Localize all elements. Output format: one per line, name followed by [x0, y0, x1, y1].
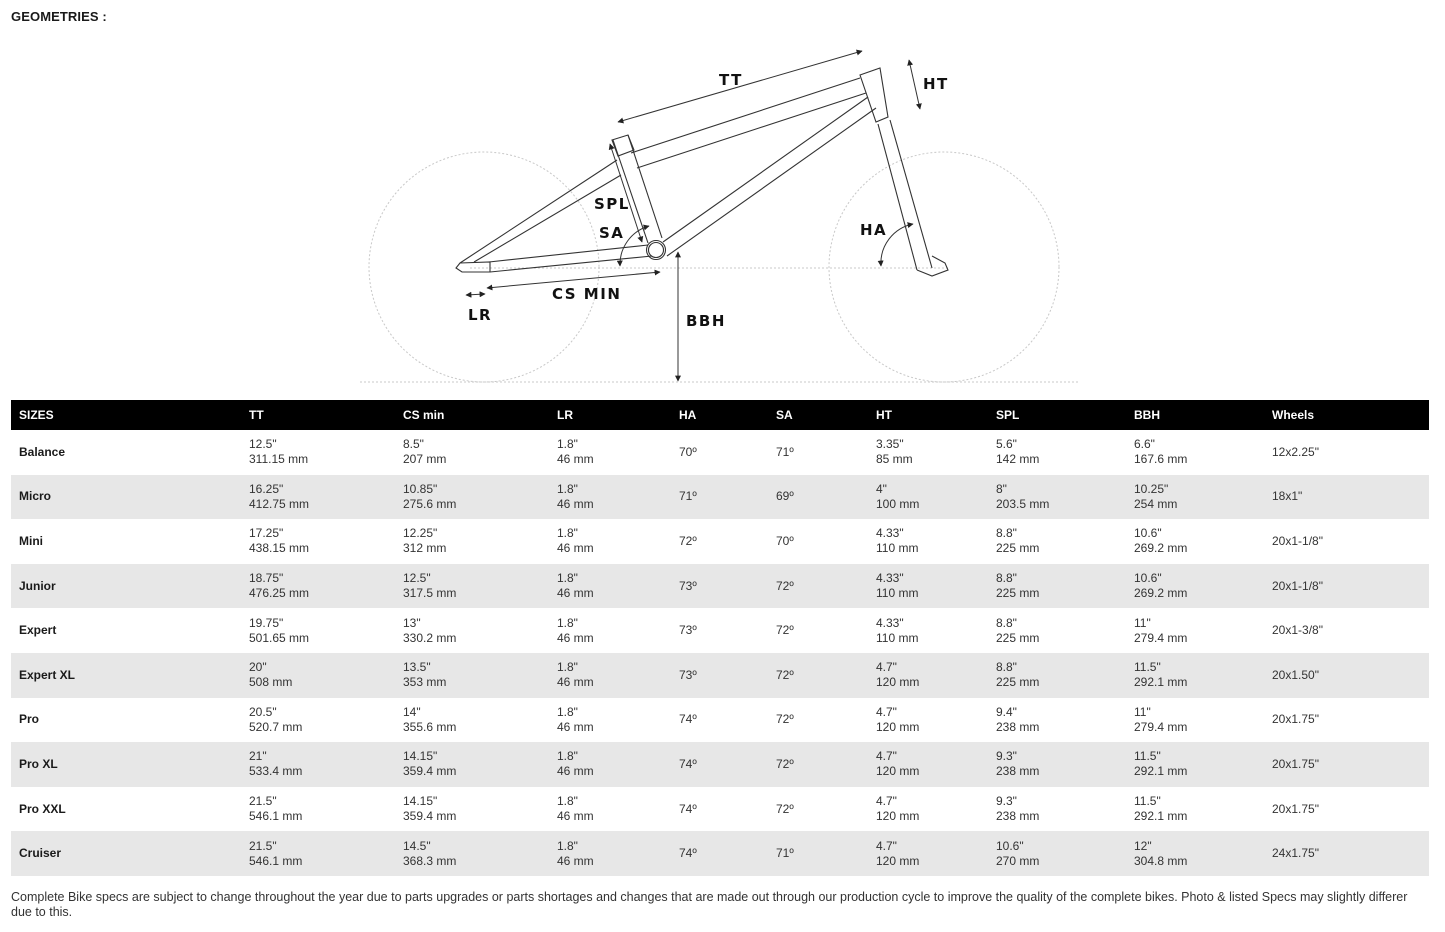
cell-spl-inch: 8.8"	[996, 660, 1017, 675]
cell-tt-inch: 20.5"	[249, 704, 277, 719]
label-lr: LR	[468, 306, 493, 324]
cell-cs-min-inch: 8.5"	[403, 437, 424, 452]
cell-tt-inch: 16.25"	[249, 481, 284, 496]
table-row	[11, 519, 1429, 564]
cell-spl	[988, 475, 1126, 520]
cell-spl-mm: 203.5 mm	[996, 496, 1050, 511]
cell-bbh-inch: 11"	[1134, 615, 1151, 630]
cell-bbh-inch: 11"	[1134, 704, 1151, 719]
front-wheel-outline	[829, 152, 1059, 382]
table-row	[11, 787, 1429, 832]
specs-disclaimer: Complete Bike specs are subject to change throughout the year due to parts upgrades or parts shortages and changes that are made out through our production cycle to improve the quality of the complete bikes. Photo & listed Specs may slightly differer due to this.	[11, 890, 1408, 919]
cell-tt-mm: 546.1 mm	[249, 853, 303, 868]
cell-bbh	[1126, 564, 1264, 609]
cell-tt-mm: 520.7 mm	[249, 719, 303, 734]
cell-bbh-mm: 254 mm	[1134, 496, 1178, 511]
cell-ht-mm: 100 mm	[876, 496, 920, 511]
cell-ht	[868, 608, 988, 653]
cell-tt-mm: 412.75 mm	[249, 496, 310, 511]
cell-bbh-mm: 292.1 mm	[1134, 809, 1188, 824]
cell-tt	[241, 430, 395, 475]
cell-spl-mm: 270 mm	[996, 853, 1040, 868]
label-bbh: BBH	[686, 312, 726, 330]
cell-lr-inch: 1.8"	[557, 838, 578, 853]
cell-spl-inch: 10.6"	[996, 838, 1024, 853]
cell-spl-mm: 225 mm	[996, 675, 1040, 690]
cell-size: Micro	[19, 489, 52, 504]
cell-cs-min-mm: 368.3 mm	[403, 853, 457, 868]
cell-bbh	[1126, 475, 1264, 520]
cell-ht	[868, 653, 988, 698]
cell-sa: 72º	[776, 623, 794, 638]
cell-cs-min-mm: 359.4 mm	[403, 764, 457, 779]
label-cs-min: CS MIN	[552, 285, 622, 303]
cell-ht-mm: 120 mm	[876, 853, 920, 868]
cell-spl	[988, 653, 1126, 698]
cell-ht	[868, 787, 988, 832]
cell-wheels: 20x1.75"	[1272, 712, 1319, 727]
cell-ha: 74º	[679, 846, 697, 861]
cell-lr	[549, 430, 671, 475]
cell-size: Pro XXL	[19, 801, 66, 816]
cell-spl	[988, 608, 1126, 653]
cell-tt-inch: 20"	[249, 660, 267, 675]
header-sizes: SIZES	[19, 408, 54, 422]
cell-wheels: 20x1.75"	[1272, 801, 1319, 816]
label-sa: SA	[599, 224, 625, 242]
cell-ha: 73º	[679, 578, 697, 593]
header-wheels: Wheels	[1272, 408, 1315, 422]
cell-spl	[988, 742, 1126, 787]
cell-spl-inch: 5.6"	[996, 437, 1017, 452]
cell-spl-inch: 8"	[996, 481, 1007, 496]
cell-cs-min	[395, 742, 549, 787]
cell-spl	[988, 831, 1126, 876]
cell-sa: 71º	[776, 846, 794, 861]
cell-lr	[549, 831, 671, 876]
cell-cs-min-inch: 14.5"	[403, 838, 431, 853]
cell-bbh-inch: 10.6"	[1134, 526, 1162, 541]
cell-lr-mm: 46 mm	[557, 541, 594, 556]
cell-wheels: 24x1.75"	[1272, 846, 1319, 861]
header-lr: LR	[557, 408, 573, 422]
cell-bbh-mm: 269.2 mm	[1134, 541, 1188, 556]
cell-ht-mm: 120 mm	[876, 809, 920, 824]
cell-size: Expert	[19, 623, 57, 638]
cell-bbh-inch: 11.5"	[1134, 794, 1161, 809]
cell-lr	[549, 653, 671, 698]
table-row	[11, 475, 1429, 520]
header-cs-min: CS min	[403, 408, 445, 422]
cell-cs-min	[395, 608, 549, 653]
cell-cs-min-mm: 312 mm	[403, 541, 447, 556]
cell-sa: 72º	[776, 712, 794, 727]
cell-sa: 72º	[776, 667, 794, 682]
cell-lr-inch: 1.8"	[557, 481, 578, 496]
cell-tt-mm: 438.15 mm	[249, 541, 310, 556]
cell-lr	[549, 742, 671, 787]
cell-tt-mm: 508 mm	[249, 675, 293, 690]
cell-size: Balance	[19, 444, 66, 459]
cell-cs-min-inch: 13"	[403, 615, 421, 630]
cell-tt-inch: 21.5"	[249, 794, 277, 809]
bike-frame-drawing	[0, 0, 1445, 400]
cell-tt-mm: 533.4 mm	[249, 764, 303, 779]
cell-size: Junior	[19, 578, 56, 593]
cell-spl	[988, 698, 1126, 743]
cell-cs-min	[395, 698, 549, 743]
cell-bbh-inch: 10.25"	[1134, 481, 1169, 496]
cell-ht	[868, 742, 988, 787]
cell-bbh	[1126, 787, 1264, 832]
cell-ht	[868, 698, 988, 743]
header-ht: HT	[876, 408, 892, 422]
header-spl: SPL	[996, 408, 1020, 422]
cell-bbh-inch: 10.6"	[1134, 571, 1162, 586]
table-row	[11, 698, 1429, 743]
cell-spl-inch: 9.4"	[996, 704, 1017, 719]
cell-ht	[868, 430, 988, 475]
cell-cs-min-inch: 12.25"	[403, 526, 438, 541]
cell-lr-mm: 46 mm	[557, 452, 594, 467]
cell-lr-inch: 1.8"	[557, 615, 578, 630]
cell-spl-mm: 238 mm	[996, 764, 1040, 779]
cell-lr	[549, 608, 671, 653]
table-row	[11, 831, 1429, 876]
cell-ht-mm: 120 mm	[876, 764, 920, 779]
cell-tt	[241, 608, 395, 653]
cell-sa: 69º	[776, 489, 794, 504]
cell-tt-mm: 546.1 mm	[249, 809, 303, 824]
cell-tt	[241, 831, 395, 876]
cell-wheels: 20x1-1/8"	[1272, 578, 1323, 593]
cell-tt-mm: 311.15 mm	[249, 452, 309, 467]
cell-ha: 74º	[679, 801, 697, 816]
cell-wheels: 18x1"	[1272, 489, 1303, 504]
table-row	[11, 608, 1429, 653]
cell-lr-inch: 1.8"	[557, 704, 578, 719]
cell-cs-min	[395, 787, 549, 832]
cell-spl-mm: 225 mm	[996, 630, 1040, 645]
cell-cs-min-mm: 353 mm	[403, 675, 447, 690]
cell-ht-mm: 85 mm	[876, 452, 913, 467]
cell-sa: 72º	[776, 801, 794, 816]
cell-lr-mm: 46 mm	[557, 630, 594, 645]
cell-tt	[241, 653, 395, 698]
cell-cs-min-mm: 317.5 mm	[403, 586, 457, 601]
cell-wheels: 20x1.50"	[1272, 667, 1319, 682]
cell-lr	[549, 519, 671, 564]
cell-lr	[549, 698, 671, 743]
cell-cs-min	[395, 564, 549, 609]
cell-cs-min	[395, 519, 549, 564]
cell-lr-inch: 1.8"	[557, 794, 578, 809]
cell-ht	[868, 475, 988, 520]
header-sa: SA	[776, 408, 793, 422]
cell-wheels: 20x1-1/8"	[1272, 533, 1323, 548]
cell-bbh	[1126, 608, 1264, 653]
cell-bbh	[1126, 698, 1264, 743]
label-ha: HA	[860, 221, 888, 239]
table-header-row	[11, 400, 1429, 430]
cell-tt-mm: 501.65 mm	[249, 630, 310, 645]
cell-ha: 74º	[679, 756, 697, 771]
cell-ht	[868, 519, 988, 564]
cell-spl-mm: 225 mm	[996, 541, 1040, 556]
cell-cs-min-inch: 14.15"	[403, 749, 438, 764]
header-bbh: BBH	[1134, 408, 1160, 422]
cell-wheels: 20x1.75"	[1272, 756, 1319, 771]
cell-lr-inch: 1.8"	[557, 437, 578, 452]
cell-ht-inch: 4.7"	[876, 660, 897, 675]
page-title: GEOMETRIES :	[11, 9, 107, 24]
cell-cs-min-inch: 12.5"	[403, 571, 431, 586]
cell-tt	[241, 742, 395, 787]
cell-cs-min-mm: 355.6 mm	[403, 719, 457, 734]
cell-lr-inch: 1.8"	[557, 749, 578, 764]
cell-ht-mm: 110 mm	[876, 586, 919, 601]
cell-cs-min	[395, 475, 549, 520]
cell-bbh	[1126, 653, 1264, 698]
cell-wheels: 12x2.25"	[1272, 444, 1319, 459]
cell-ha: 74º	[679, 712, 697, 727]
cell-spl-inch: 9.3"	[996, 794, 1017, 809]
cell-spl	[988, 519, 1126, 564]
cell-size: Cruiser	[19, 846, 62, 861]
cell-wheels: 20x1-3/8"	[1272, 623, 1323, 638]
geometry-diagram	[0, 0, 1445, 400]
cell-bbh-mm: 292.1 mm	[1134, 675, 1188, 690]
cell-bbh-mm: 279.4 mm	[1134, 630, 1188, 645]
cell-bbh	[1126, 430, 1264, 475]
cell-cs-min-inch: 14"	[403, 704, 421, 719]
cell-bbh	[1126, 831, 1264, 876]
cell-tt-inch: 12.5"	[249, 437, 277, 452]
cell-ht-inch: 4.33"	[876, 526, 904, 541]
table-row	[11, 564, 1429, 609]
cell-spl	[988, 430, 1126, 475]
cell-bbh-inch: 11.5"	[1134, 660, 1161, 675]
table-row	[11, 653, 1429, 698]
cell-ht-inch: 4.33"	[876, 571, 904, 586]
cell-tt	[241, 787, 395, 832]
header-ha: HA	[679, 408, 697, 422]
cell-cs-min-mm: 207 mm	[403, 452, 447, 467]
cell-cs-min	[395, 653, 549, 698]
cell-cs-min-inch: 13.5"	[403, 660, 431, 675]
cell-sa: 71º	[776, 444, 794, 459]
table-row	[11, 430, 1429, 475]
cell-spl-mm: 225 mm	[996, 586, 1040, 601]
cell-size: Expert XL	[19, 667, 76, 682]
cell-tt	[241, 564, 395, 609]
cell-ha: 73º	[679, 667, 697, 682]
cell-sa: 72º	[776, 578, 794, 593]
cell-tt-inch: 19.75"	[249, 615, 284, 630]
geometry-table	[11, 400, 1429, 876]
label-tt: TT	[719, 71, 743, 89]
cell-ht	[868, 564, 988, 609]
cell-bbh	[1126, 519, 1264, 564]
cell-lr-inch: 1.8"	[557, 660, 578, 675]
cell-lr-mm: 46 mm	[557, 809, 594, 824]
cell-cs-min-mm: 275.6 mm	[403, 496, 457, 511]
cell-size: Pro	[19, 712, 40, 727]
header-tt: TT	[249, 408, 264, 422]
cell-cs-min-mm: 359.4 mm	[403, 809, 457, 824]
cell-cs-min	[395, 430, 549, 475]
cell-lr-inch: 1.8"	[557, 526, 578, 541]
cell-spl-inch: 8.8"	[996, 615, 1017, 630]
cell-bbh-mm: 304.8 mm	[1134, 853, 1188, 868]
cell-bbh-mm: 269.2 mm	[1134, 586, 1188, 601]
cell-spl-inch: 8.8"	[996, 526, 1017, 541]
cell-tt-inch: 17.25"	[249, 526, 284, 541]
cell-ht-mm: 110 mm	[876, 541, 919, 556]
cell-size: Mini	[19, 533, 43, 548]
cell-cs-min	[395, 831, 549, 876]
cell-tt	[241, 475, 395, 520]
cell-ha: 73º	[679, 623, 697, 638]
cell-cs-min-inch: 10.85"	[403, 481, 438, 496]
cell-bbh-inch: 6.6"	[1134, 437, 1155, 452]
label-ht: HT	[923, 75, 949, 93]
cell-sa: 70º	[776, 533, 794, 548]
cell-tt-inch: 21.5"	[249, 838, 277, 853]
cell-lr-mm: 46 mm	[557, 764, 594, 779]
cell-ht-inch: 4.33"	[876, 615, 904, 630]
cell-bbh-mm: 279.4 mm	[1134, 719, 1188, 734]
cell-sa: 72º	[776, 756, 794, 771]
cell-bbh-mm: 167.6 mm	[1134, 452, 1188, 467]
cell-lr	[549, 564, 671, 609]
cell-spl	[988, 564, 1126, 609]
cell-ht-inch: 4.7"	[876, 749, 897, 764]
cell-lr	[549, 475, 671, 520]
cell-tt-inch: 18.75"	[249, 571, 284, 586]
cell-bbh-inch: 12"	[1134, 838, 1152, 853]
cell-spl-inch: 9.3"	[996, 749, 1017, 764]
cell-cs-min-inch: 14.15"	[403, 794, 438, 809]
frame-tubes	[456, 68, 948, 276]
cell-lr-mm: 46 mm	[557, 853, 594, 868]
cell-lr-mm: 46 mm	[557, 496, 594, 511]
cell-ht-mm: 120 mm	[876, 675, 920, 690]
cell-ha: 71º	[679, 489, 697, 504]
cell-spl	[988, 787, 1126, 832]
cell-spl-mm: 238 mm	[996, 719, 1040, 734]
cell-lr-mm: 46 mm	[557, 675, 594, 690]
cell-lr	[549, 787, 671, 832]
cell-cs-min-mm: 330.2 mm	[403, 630, 457, 645]
cell-ht-inch: 4.7"	[876, 794, 897, 809]
cell-tt	[241, 519, 395, 564]
cell-ha: 72º	[679, 533, 697, 548]
cell-ht-mm: 120 mm	[876, 719, 920, 734]
rear-wheel-outline	[369, 152, 599, 382]
cell-lr-mm: 46 mm	[557, 719, 594, 734]
cell-tt-inch: 21"	[249, 749, 267, 764]
cell-ht-inch: 4.7"	[876, 704, 897, 719]
cell-bbh-mm: 292.1 mm	[1134, 764, 1188, 779]
cell-spl-inch: 8.8"	[996, 571, 1017, 586]
cell-ht-inch: 3.35"	[876, 437, 904, 452]
cell-spl-mm: 142 mm	[996, 452, 1040, 467]
cell-tt-mm: 476.25 mm	[249, 586, 310, 601]
table-row	[11, 742, 1429, 787]
label-spl: SPL	[594, 195, 630, 213]
cell-spl-mm: 238 mm	[996, 809, 1040, 824]
cell-bbh	[1126, 742, 1264, 787]
cell-bbh-inch: 11.5"	[1134, 749, 1161, 764]
cell-ha: 70º	[679, 444, 697, 459]
cell-size: Pro XL	[19, 756, 58, 771]
cell-lr-inch: 1.8"	[557, 571, 578, 586]
cell-tt	[241, 698, 395, 743]
cell-ht-inch: 4"	[876, 481, 887, 496]
cell-ht-mm: 110 mm	[876, 630, 919, 645]
cell-lr-mm: 46 mm	[557, 586, 594, 601]
cell-ht-inch: 4.7"	[876, 838, 897, 853]
cell-ht	[868, 831, 988, 876]
